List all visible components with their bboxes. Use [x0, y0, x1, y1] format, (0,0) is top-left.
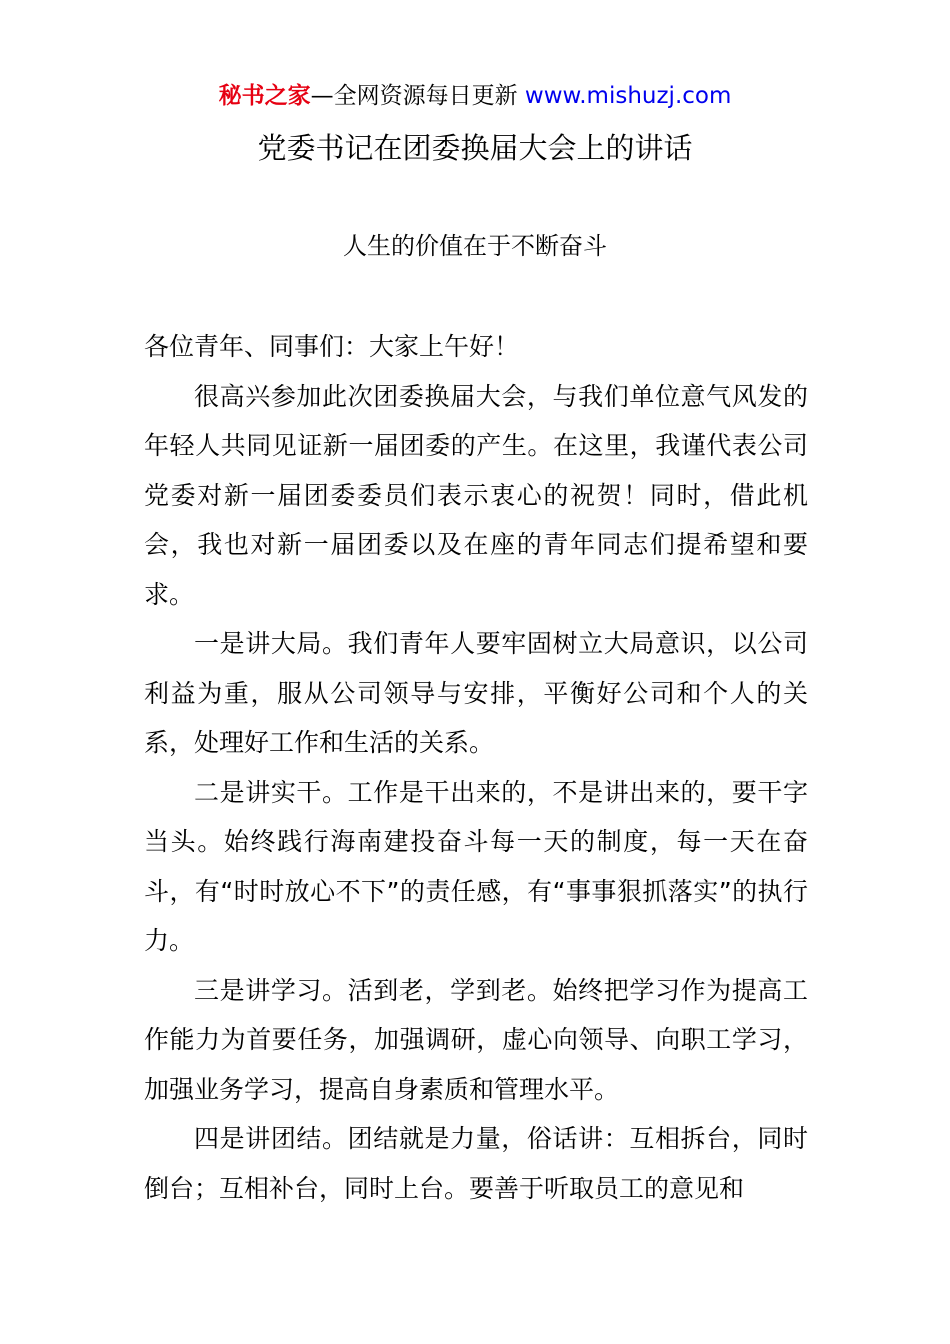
document-title: 党委书记在团委换届大会上的讲话: [257, 131, 693, 165]
document-subtitle: 人生的价值在于不断奋斗: [343, 232, 607, 260]
paragraph-intro: 很高兴参加此次团委换届大会，与我们单位意气风发的年轻人共同见证新一届团委的产生。在这里，我谨代表公司党委对新一届团委委员们表示衷心的祝贺！同时，借此机会，我也对新一届团委以及在座的青年同志们提希望和要求。: [144, 381, 808, 609]
paragraph-big-picture: 一是讲大局。我们青年人要牢固树立大局意识，以公司利益为重，服从公司领导与安排，平衡好公司和个人的关系，处理好工作和生活的关系。: [144, 629, 808, 757]
paragraph-hard-work: 二是讲实干。工作是干出来的，不是讲出来的，要干字当头。始终践行海南建投奋斗每一天的制度，每一天在奋斗，有“时时放心不下”的责任感，有“事事狠抓落实”的执行力。: [144, 777, 808, 955]
document-body: [144, 322, 808, 1213]
greeting: 各位青年、同事们：大家上午好！: [144, 332, 520, 361]
site-url-link[interactable]: www.mishuzj.com: [524, 83, 732, 109]
paragraph-learning: 三是讲学习。活到老，学到老。始终把学习作为提高工作能力为首要任务，加强调研，虚心向领导、向职工学习，加强业务学习，提高自身素质和管理水平。: [144, 975, 808, 1104]
site-header: [0, 78, 950, 114]
header-tagline: —全网资源每日更新: [310, 83, 525, 109]
paragraph-unity: 四是讲团结。团结就是力量，俗话讲：互相拆台，同时倒台；互相补台，同时上台。要善于听取员工的意见和: [144, 1124, 808, 1203]
brand-name: 秘书之家: [218, 83, 311, 109]
